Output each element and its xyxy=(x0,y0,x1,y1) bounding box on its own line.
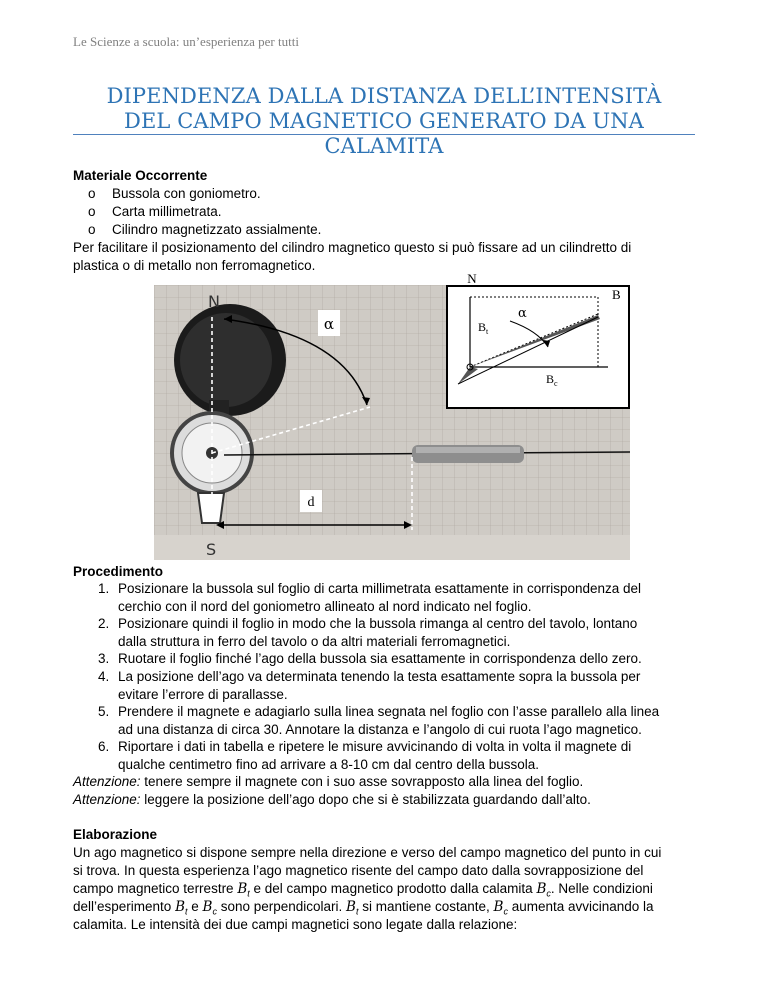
diagram-label-bc: $B_c$ xyxy=(546,372,558,388)
elaboration-heading: Elaborazione xyxy=(73,827,158,842)
elaboration-line: calamita. Le intensità dei due campi magnetici sono legate dalla relazione: xyxy=(73,917,518,932)
photo-label-north: N xyxy=(208,292,220,311)
materials-item: o Carta millimetrata. xyxy=(88,204,222,219)
elaboration-line: Un ago magnetico si dispone sempre nella direzione e verso del campo magnetico del punto in cui xyxy=(73,845,662,860)
materials-note-2: plastica o di metallo non ferromagnetico. xyxy=(73,258,316,273)
diagram-label-bt: $B_t$ xyxy=(478,320,489,336)
materials-heading: Materiale Occorrente xyxy=(73,168,208,183)
materials-note-1: Per facilitare il posizionamento del cilindro magnetico questo si può fissare ad un cilindretto di xyxy=(73,240,632,255)
elaboration-line: dell’esperimento $B_t$ e $B_c$ sono perpendicolari. $B_t$ si mantiene costante, $B_c$ aumenta avvicinando la xyxy=(73,899,654,917)
page-header: Le Scienze a scuola: un’esperienza per tutti xyxy=(73,34,299,49)
elaboration-line: campo magnetico terrestre $B_t$ e del campo magnetico prodotto dalla calamita $B_c$. Nelle condizioni xyxy=(73,881,653,899)
vector-diagram xyxy=(446,271,630,409)
page-title xyxy=(73,84,695,159)
title-line-1: DIPENDENZA DALLA DISTANZA DELL’INTENSITÀ xyxy=(106,84,662,108)
elaboration-line: si trova. In questa esperienza l’ago magnetico risente del campo dato dalla sovrapposizione del xyxy=(73,863,644,878)
materials-item: o Cilindro magnetizzato assialmente. xyxy=(88,222,322,237)
diagram-label-b: B xyxy=(612,287,621,302)
warning-1: Attenzione: tenere sempre il magnete con i suo asse sovrapposto alla linea del foglio. xyxy=(73,774,584,789)
title-rule xyxy=(73,134,695,135)
photo-label-south: S xyxy=(206,540,217,559)
procedure-heading: Procedimento xyxy=(73,564,164,579)
materials-item: o Bussola con goniometro. xyxy=(88,186,261,201)
warning-2: Attenzione: leggere la posizione dell’ago dopo che si è stabilizzata guardando dall’alto. xyxy=(73,792,591,807)
title-line-2: DEL CAMPO MAGNETICO GENERATO DA UNA CALAMITA xyxy=(124,109,644,158)
photo-label-d: d xyxy=(307,495,315,510)
diagram-label-north: N xyxy=(467,271,477,286)
diagram-label-alpha: α xyxy=(518,306,527,321)
photo-label-alpha: α xyxy=(323,315,335,333)
